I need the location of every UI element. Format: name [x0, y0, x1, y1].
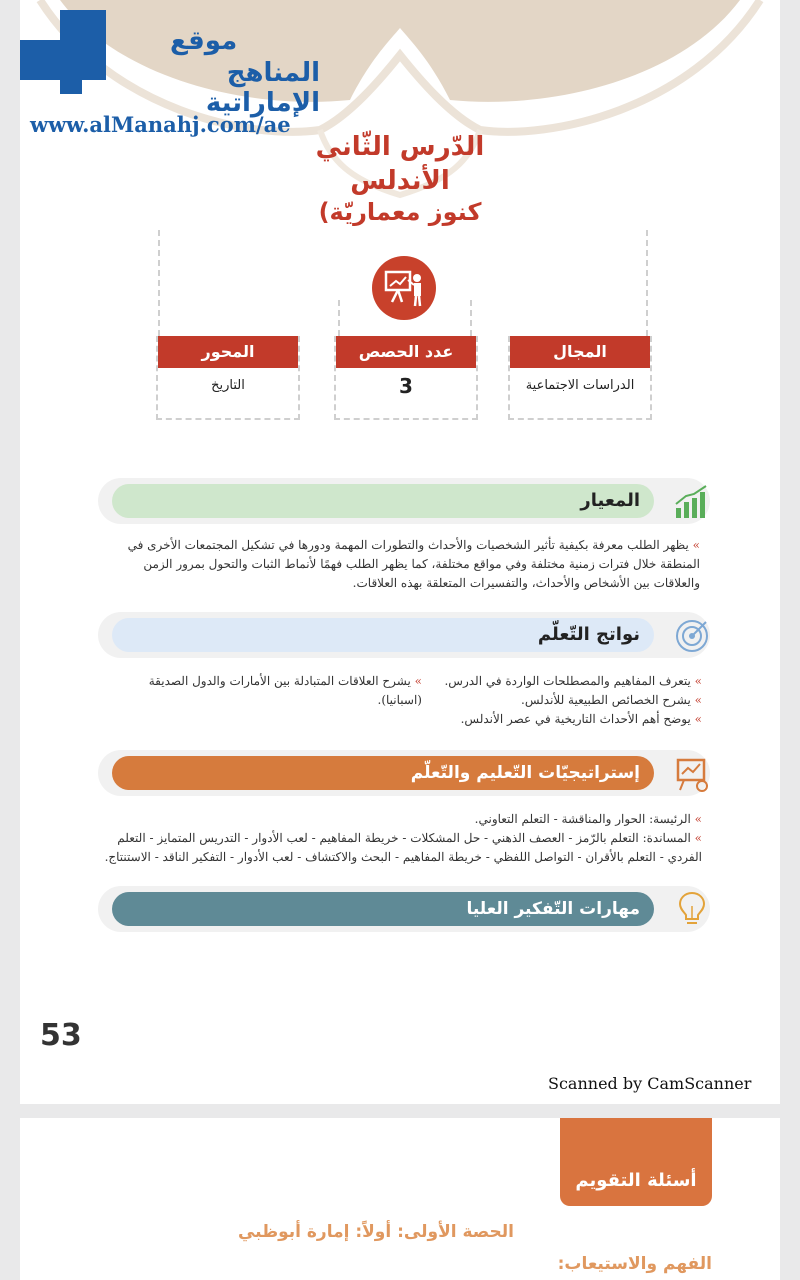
session-line: الحصة الأولى: أولاً: إمارة أبوظبي	[237, 1222, 514, 1242]
standard-section-bar	[98, 478, 710, 524]
standard-text-body: يظهر الطلب معرفة بكيفية تأثير الشخصيات والأحداث والتطورات المهمة ودورها في تشكيل المجتمعات الأخرى في المنطقة خلال فترات زمنية مختلفة وفي مواقع مختلفة، كما يظهر الطلب فهمًا لأنماط الثبات والتحول بمرور الزمن والعلاقات بين الأشخاص والأحداث، والتفسيرات المتعلقة بهذه العلاقات.	[127, 538, 700, 590]
outcome-item-text: يشرح الخصائص الطبيعية للأندلس.	[521, 693, 691, 707]
page-53	[20, 0, 780, 1104]
card-sessions-value: 3	[399, 374, 413, 398]
presentation-icon	[372, 256, 436, 320]
bullet-marker: »	[690, 674, 702, 688]
page-54-partial	[20, 1118, 780, 1280]
card-domain	[508, 336, 652, 420]
standard-pill	[112, 484, 654, 518]
card-sessions	[334, 336, 478, 420]
bullet-marker: »	[690, 712, 702, 726]
outcome-item	[432, 691, 702, 710]
outcome-item	[104, 672, 422, 710]
thinking-pill	[112, 892, 654, 926]
bullet-marker: »	[690, 831, 702, 845]
outcomes-right-list	[432, 672, 702, 729]
strategy-item	[104, 829, 702, 867]
outcome-item-text: يوضح أهم الأحداث التاريخية في عصر الأندلس.	[460, 712, 691, 726]
standard-title: المعيار	[580, 490, 640, 511]
bullet-marker: »	[690, 812, 702, 826]
strategies-pill	[112, 756, 654, 790]
outcomes-pill	[112, 618, 654, 652]
evaluation-questions-box	[560, 1118, 712, 1206]
comprehension-heading: الفهم والاستيعاب:	[557, 1254, 712, 1274]
lesson-number-title: الدّرس الثّاني	[315, 132, 485, 162]
outcomes-title: نواتج التّعلّم	[537, 624, 640, 645]
outcome-item	[432, 672, 702, 691]
strategy-item-text: الرئيسة: الحوار والمناقشة - التعلم التعاوني.	[474, 812, 691, 826]
logo-square-top	[60, 10, 106, 40]
card-axis	[156, 336, 300, 420]
lesson-topic-title: كنوز معماريّة)	[318, 198, 482, 226]
strategy-item-text: المساندة: التعلم بالرّمز - العصف الذهني - حل المشكلات - خريطة المفاهيم - لعب الأدوار - التدريس المتمايز - التعلم الفردي - التعلم بالأقران - التواصل اللفظي - خريطة المفاهيم - البحث والاكتشاف - لعب الأدوار - التفكير الناقد - الاستنتاج.	[104, 831, 702, 864]
outcomes-left-list	[104, 672, 422, 710]
lesson-subject-title: الأندلس	[350, 166, 450, 196]
target-icon	[672, 616, 712, 656]
connector-line	[470, 300, 472, 336]
outcome-item-text: يتعرف المفاهيم والمصطلحات الواردة في الدرس.	[444, 674, 691, 688]
card-axis-value: التاريخ	[211, 378, 245, 393]
standard-text	[104, 536, 700, 593]
logo-square-left	[20, 40, 106, 80]
growth-chart-icon	[672, 482, 712, 522]
strategies-section-bar	[98, 750, 710, 796]
logo-line2: المناهج الإماراتية	[205, 58, 320, 118]
card-axis-header: المحور	[158, 336, 298, 368]
evaluation-questions-title: أسئلة التقويم	[575, 1170, 697, 1191]
card-sessions-header: عدد الحصص	[336, 336, 476, 368]
connector-line	[158, 230, 160, 336]
strategies-list	[104, 810, 702, 867]
connector-line	[338, 300, 340, 336]
bullet-marker: »	[690, 693, 702, 707]
outcome-item-text: يشرح العلاقات المتبادلة بين الأمارات والدول الصديقة (اسبانيا).	[148, 674, 422, 707]
thinking-section-bar	[98, 886, 710, 932]
scan-watermark: Scanned by CamScanner	[548, 1074, 752, 1093]
site-logo[interactable]	[20, 0, 320, 140]
strategy-item	[104, 810, 702, 829]
outcomes-section-bar	[98, 612, 710, 658]
connector-line	[646, 230, 648, 336]
bullet-marker: »	[688, 538, 700, 552]
outcome-item	[432, 710, 702, 729]
logo-square-bottom	[60, 80, 82, 94]
bullet-marker: »	[410, 674, 422, 688]
logo-line1: موقع	[170, 26, 238, 56]
thinking-title: مهارات التّفكير العليا	[466, 899, 640, 919]
lightbulb-icon	[672, 888, 712, 928]
card-domain-value: الدراسات الاجتماعية	[525, 378, 635, 393]
page-number: 53	[40, 1018, 82, 1053]
strategies-title: إستراتيجيّات التّعليم والتّعلّم	[410, 763, 640, 783]
logo-url[interactable]: www.alManahj.com/ae	[30, 112, 291, 137]
strategy-board-icon	[672, 754, 712, 794]
card-domain-header: المجال	[510, 336, 650, 368]
